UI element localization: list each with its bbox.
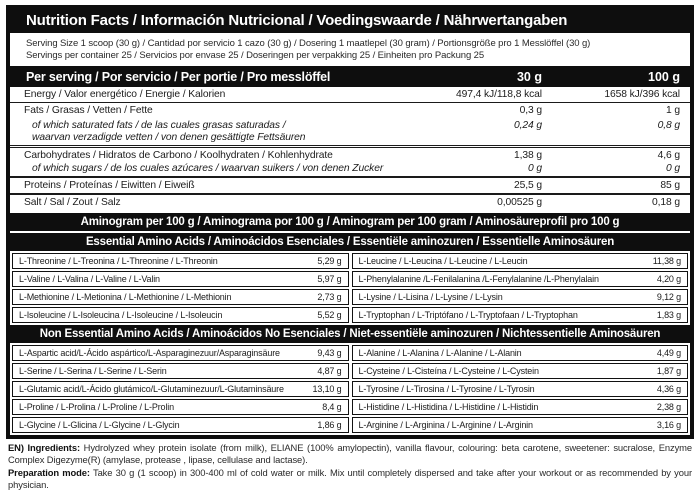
amino-row xyxy=(12,381,688,397)
aminogram-section-header: Aminogram per 100 g / Aminograma por 100 g / Aminogram per 100 gram / Aminosäureprofil pro 100 g xyxy=(10,213,690,231)
amino-cell-left xyxy=(12,271,349,287)
non-essential-amino-table xyxy=(10,343,690,435)
amino-value: 13,10 g xyxy=(312,384,342,395)
amino-name: L-Cysteine / L-Cisteína / L-Cysteine / L-Cystein xyxy=(358,366,539,377)
preparation-label: Preparation mode: xyxy=(8,466,90,478)
ingredients-paragraph xyxy=(8,442,692,467)
label-footer xyxy=(6,439,694,492)
amino-cell-left xyxy=(12,345,349,361)
nutrient-value-per-100g: 85 g xyxy=(660,179,680,191)
nutrient-label: Fats / Grasas / Vetten / Fette xyxy=(24,104,153,116)
nutrition-table xyxy=(10,87,690,210)
amino-name: L-Tryptophan / L-Triptófano / L-Tryptofaan / L-Tryptophan xyxy=(358,310,578,321)
amino-cell-left xyxy=(12,399,349,415)
amino-name: L-Histidine / L-Histidina / L-Histidine / L-Histidin xyxy=(358,402,539,413)
amino-value: 5,97 g xyxy=(317,274,342,285)
nutrient-value-per-serving: 0,24 g xyxy=(513,120,542,132)
amino-value: 11,38 g xyxy=(652,256,681,267)
amino-value: 2,73 g xyxy=(317,292,342,303)
amino-row xyxy=(12,289,688,305)
amino-name: L-Glycine / L-Glicina / L-Glycine / L-Glycin xyxy=(19,420,180,431)
amino-row xyxy=(12,271,688,287)
amino-name: L-Proline / L-Prolina / L-Proline / L-Prolin xyxy=(19,402,174,413)
amino-value: 1,83 g xyxy=(656,310,681,321)
nutrition-label xyxy=(6,5,694,439)
nutrient-label: Carbohydrates / Hidratos de Carbono / Koolhydraten / Kohlenhydrate xyxy=(24,150,333,162)
amino-row xyxy=(12,253,688,269)
servings-per-container-line: Servings per container 25 / Servicios por envase 25 / Doseringen per verpakking 25 / Einheiten pro Packung 25 xyxy=(26,50,485,62)
per-serving-header-row xyxy=(10,68,690,87)
amino-row xyxy=(12,417,688,433)
nutrient-value-per-serving: 497,4 kJ/118,8 kcal xyxy=(455,88,542,100)
nutrient-value-per-100g: 1 g xyxy=(665,104,680,116)
amino-name: L-Threonine / L-Treonina / L-Threonine / L-Threonin xyxy=(19,256,218,267)
amino-value: 1,87 g xyxy=(656,366,681,377)
nutrient-label: Salt / Sal / Zout / Salz xyxy=(24,196,121,208)
non-essential-amino-header: Non Essential Amino Acids / Aminoácidos No Esenciales / Niet-essentiële aminozuren / Nichtessentielle Aminosäuren xyxy=(10,325,690,343)
nutrient-value-per-100g: 0,8 g xyxy=(657,120,680,132)
amino-row xyxy=(12,399,688,415)
amino-row xyxy=(12,363,688,379)
amino-cell-right xyxy=(352,307,689,323)
nutrient-label: waarvan verzadigde vetten / von denen gesättigte Fettsäuren xyxy=(32,132,306,144)
nutrient-value-per-serving: 1,38 g xyxy=(513,150,542,162)
amino-cell-left xyxy=(12,307,349,323)
amino-value: 4,49 g xyxy=(656,348,681,359)
nutrient-value-per-100g: 1658 kJ/396 kcal xyxy=(604,88,680,100)
amino-value: 4,36 g xyxy=(656,384,681,395)
nutrient-row xyxy=(10,131,690,145)
amino-cell-left xyxy=(12,253,349,269)
amino-cell-left xyxy=(12,381,349,397)
nutrient-value-per-serving: 25,5 g xyxy=(513,179,542,191)
amino-name: L-Aspartic acid/L-Ácido aspártico/L-Asparaginezuur/Asparaginsäure xyxy=(19,348,280,359)
label-title: Nutrition Facts / Información Nutricional / Voedingswaarde / Nährwertangaben xyxy=(10,9,690,33)
amino-name: L-Alanine / L-Alanina / L-Alanine / L-Alanin xyxy=(358,348,522,359)
serving-size-line: Serving Size 1 scoop (30 g) / Cantidad por servicio 1 cazo (30 g) / Dosering 1 maatlepel (30 gram) / Portionsgröße pro 1 Messlöffel (30 g) xyxy=(26,38,591,49)
amino-cell-left xyxy=(12,363,349,379)
amino-row xyxy=(12,345,688,361)
amino-name: L-Tyrosine / L-Tirosina / L-Tyrosine / L-Tyrosin xyxy=(358,384,535,395)
preparation-paragraph xyxy=(8,467,692,492)
essential-amino-table xyxy=(10,251,690,325)
amino-name: L-Lysine / L-Lisina / L-Lysine / L-Lysin xyxy=(358,292,503,303)
amino-value: 9,43 g xyxy=(317,348,342,359)
amino-cell-right xyxy=(352,399,689,415)
amino-row xyxy=(12,307,688,323)
amino-value: 5,52 g xyxy=(317,310,342,321)
nutrient-label: Proteins / Proteínas / Eiwitten / Eiweiß xyxy=(24,179,195,191)
amino-value: 4,20 g xyxy=(656,274,681,285)
nutrient-row xyxy=(10,193,690,210)
amino-cell-left xyxy=(12,289,349,305)
nutrient-value-per-serving: 0 g xyxy=(527,162,542,174)
nutrient-value-per-100g: 0,18 g xyxy=(651,196,680,208)
amino-value: 3,16 g xyxy=(656,420,681,431)
nutrient-label: Energy / Valor energético / Energie / Kalorien xyxy=(24,88,226,100)
essential-amino-header: Essential Amino Acids / Aminoácidos Esenciales / Essentiële aminozuren / Essentielle Aminosäuren xyxy=(10,233,690,251)
column-header-100g: 100 g xyxy=(648,69,680,84)
nutrient-value-per-100g: 0 g xyxy=(665,162,680,174)
amino-name: L-Glutamic acid/L-Ácido glutámico/L-Glutaminezuur/L-Glutaminsäure xyxy=(19,384,284,395)
nutrient-row xyxy=(10,176,690,193)
nutrient-label: of which saturated fats / de las cuales grasas saturadas / xyxy=(32,120,286,132)
ingredients-text: Hydrolyzed whey protein isolate (from milk), ELIANE (100% amylopectin), vanilla flavour, colouring: beta carotene, sweetener: sucralose, Enzyme Complex Digezyme(R) (amylase, protease , lipase, cellulase and lactase). xyxy=(8,442,692,466)
amino-cell-left xyxy=(12,417,349,433)
column-header-30g: 30 g xyxy=(516,69,542,84)
amino-cell-right xyxy=(352,417,689,433)
amino-name: L-Leucine / L-Leucina / L-Leucine / L-Leucin xyxy=(358,256,528,267)
nutrient-label: of which sugars / de los cuales azúcares / waarvan suikers / von denen Zucker xyxy=(32,162,384,174)
amino-name: L-Valine / L-Valina / L-Valine / L-Valin xyxy=(19,274,160,285)
amino-name: L-Arginine / L-Arginina / L-Arginine / L-Arginin xyxy=(358,420,533,431)
amino-value: 1,86 g xyxy=(317,420,342,431)
nutrient-row xyxy=(10,87,690,102)
amino-cell-right xyxy=(352,271,689,287)
amino-value: 4,87 g xyxy=(317,366,342,377)
amino-cell-right xyxy=(352,345,689,361)
amino-value: 2,38 g xyxy=(656,402,681,413)
amino-cell-right xyxy=(352,289,689,305)
per-serving-label: Per serving / Por servicio / Per portie / Pro messlöffel xyxy=(26,69,331,84)
amino-value: 9,12 g xyxy=(656,292,681,303)
amino-name: L-Serine / L-Serina / L-Serine / L-Serin xyxy=(19,366,167,377)
nutrient-row xyxy=(10,102,690,118)
amino-name: L-Isoleucine / L-Isoleucina / L-Isoleucine / L-Isoleucin xyxy=(19,310,223,321)
nutrient-value-per-100g: 4,6 g xyxy=(657,150,680,162)
amino-name: L-Phenylalanine /L-Fenilalanina /L-Fenylalanine /L-Phenylalain xyxy=(358,274,599,285)
ingredients-label: EN) Ingredients: xyxy=(8,442,80,454)
amino-name: L-Methionine / L-Metionina / L-Methionine / L-Methionin xyxy=(19,292,232,303)
amino-cell-right xyxy=(352,253,689,269)
amino-value: 5,29 g xyxy=(317,256,342,267)
amino-value: 8,4 g xyxy=(322,402,342,413)
nutrient-value-per-serving: 0,3 g xyxy=(519,104,542,116)
preparation-text: Take 30 g (1 scoop) in 300-400 ml of cold water or milk. Mix until completely dispersed and take after your workout or as recommended by your physician. xyxy=(8,466,692,491)
serving-info xyxy=(10,33,690,68)
amino-cell-right xyxy=(352,381,689,397)
nutrient-value-per-serving: 0,00525 g xyxy=(497,196,542,208)
nutrient-row xyxy=(10,162,690,176)
amino-cell-right xyxy=(352,363,689,379)
